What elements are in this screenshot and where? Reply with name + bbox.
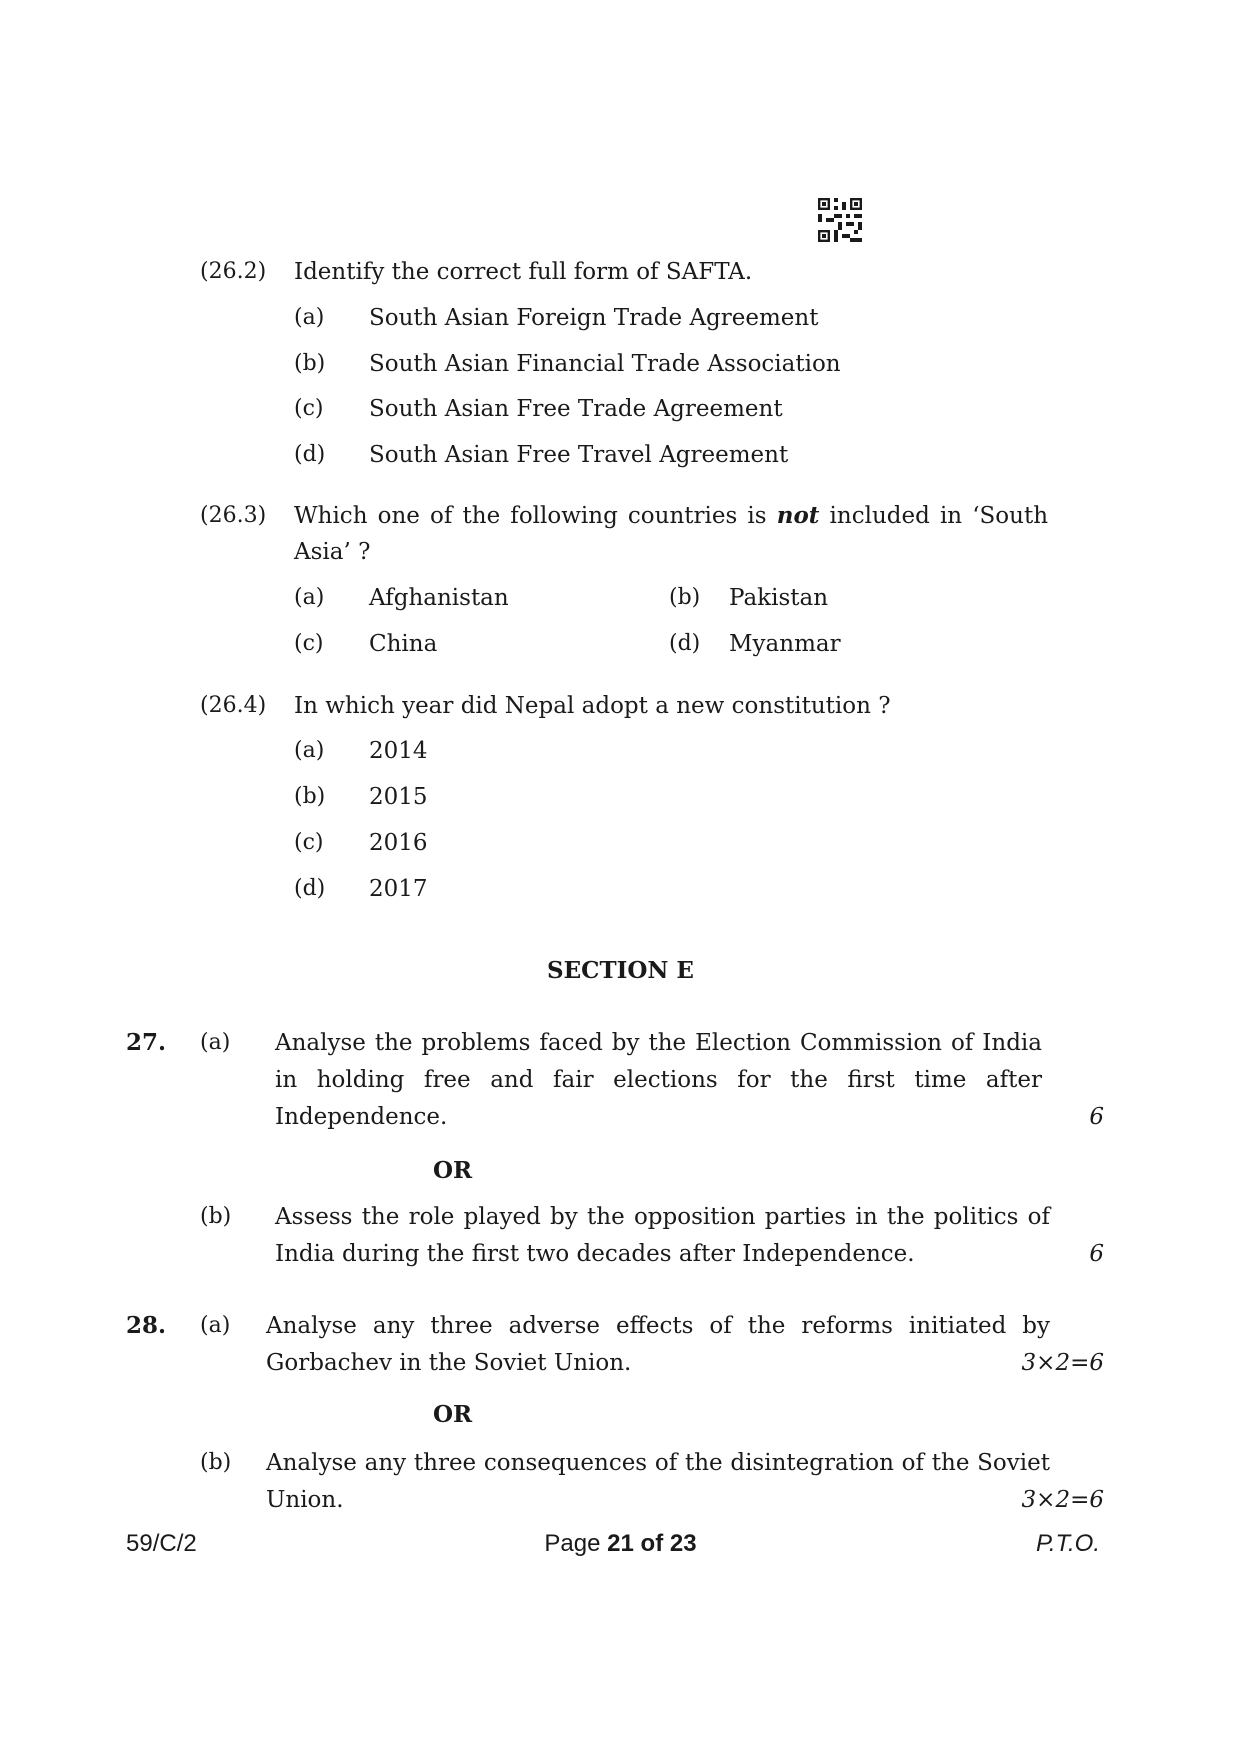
option-label: (a)	[294, 305, 325, 330]
option-label: (c)	[294, 631, 324, 656]
option-label: (a)	[294, 585, 325, 610]
option-text: Myanmar	[729, 631, 841, 657]
question-number: (26.4)	[200, 693, 267, 718]
question-number: (26.3)	[200, 503, 267, 528]
option-label: (c)	[294, 830, 324, 855]
question-text-line: Union.	[266, 1487, 344, 1513]
page-number: Page 21 of 23	[544, 1530, 697, 1557]
question-text-line: Analyse any three consequences of the disintegration of the Soviet	[266, 1450, 1050, 1476]
option-text: Afghanistan	[369, 585, 509, 611]
question-text: In which year did Nepal adopt a new constitution ?	[294, 693, 891, 719]
option-label: (c)	[294, 396, 324, 421]
paper-code: 59/C/2	[126, 1530, 197, 1557]
question-text-line: Asia’ ?	[294, 539, 371, 565]
option-label: (a)	[200, 1313, 231, 1338]
emphasis-text: not	[776, 502, 820, 529]
question-text-line: India during the first two decades after Independence.	[275, 1241, 915, 1267]
option-label: (d)	[294, 442, 326, 467]
option-label: (d)	[669, 631, 701, 656]
option-label: (b)	[294, 784, 326, 809]
option-text: 2017	[369, 876, 428, 902]
option-label: (b)	[669, 585, 701, 610]
question-text-line: in holding free and fair elections for the first time after	[275, 1067, 1042, 1093]
option-label: (b)	[200, 1450, 232, 1475]
option-text: South Asian Financial Trade Association	[369, 351, 841, 377]
or-divider: OR	[433, 1157, 473, 1184]
option-label: (b)	[294, 351, 326, 376]
option-label: (a)	[294, 738, 325, 763]
option-text: 2016	[369, 830, 428, 856]
qr-code-icon	[818, 198, 862, 242]
option-text: Pakistan	[729, 585, 829, 611]
marks: 3×2=6	[1021, 1487, 1104, 1513]
option-text: China	[369, 631, 438, 657]
option-label: (a)	[200, 1030, 231, 1055]
question-number: 27.	[126, 1029, 167, 1056]
question-text-line: Gorbachev in the Soviet Union.	[266, 1350, 632, 1376]
question-number: (26.2)	[200, 259, 267, 284]
option-label: (d)	[294, 876, 326, 901]
question-text: Which one of the following countries is not included in ‘South	[294, 502, 1049, 529]
question-text-line: Analyse the problems faced by the Election Commission of India	[275, 1030, 1042, 1056]
option-text: South Asian Free Travel Agreement	[369, 442, 789, 468]
option-text: South Asian Foreign Trade Agreement	[369, 305, 819, 331]
or-divider: OR	[433, 1401, 473, 1428]
marks: 6	[1089, 1241, 1104, 1267]
question-text-line: Assess the role played by the opposition parties in the politics of	[275, 1204, 1050, 1230]
option-text: 2014	[369, 738, 428, 764]
marks: 6	[1089, 1104, 1104, 1130]
question-text-line: Analyse any three adverse effects of the reforms initiated by	[266, 1313, 1050, 1339]
option-text: South Asian Free Trade Agreement	[369, 396, 783, 422]
pto-text: P.T.O.	[1035, 1530, 1100, 1557]
question-number: 28.	[126, 1312, 167, 1339]
question-text-line: Independence.	[275, 1104, 448, 1130]
marks: 3×2=6	[1021, 1350, 1104, 1376]
section-title: SECTION E	[547, 957, 694, 984]
option-label: (b)	[200, 1204, 232, 1229]
question-text: Identify the correct full form of SAFTA.	[294, 259, 753, 285]
option-text: 2015	[369, 784, 428, 810]
